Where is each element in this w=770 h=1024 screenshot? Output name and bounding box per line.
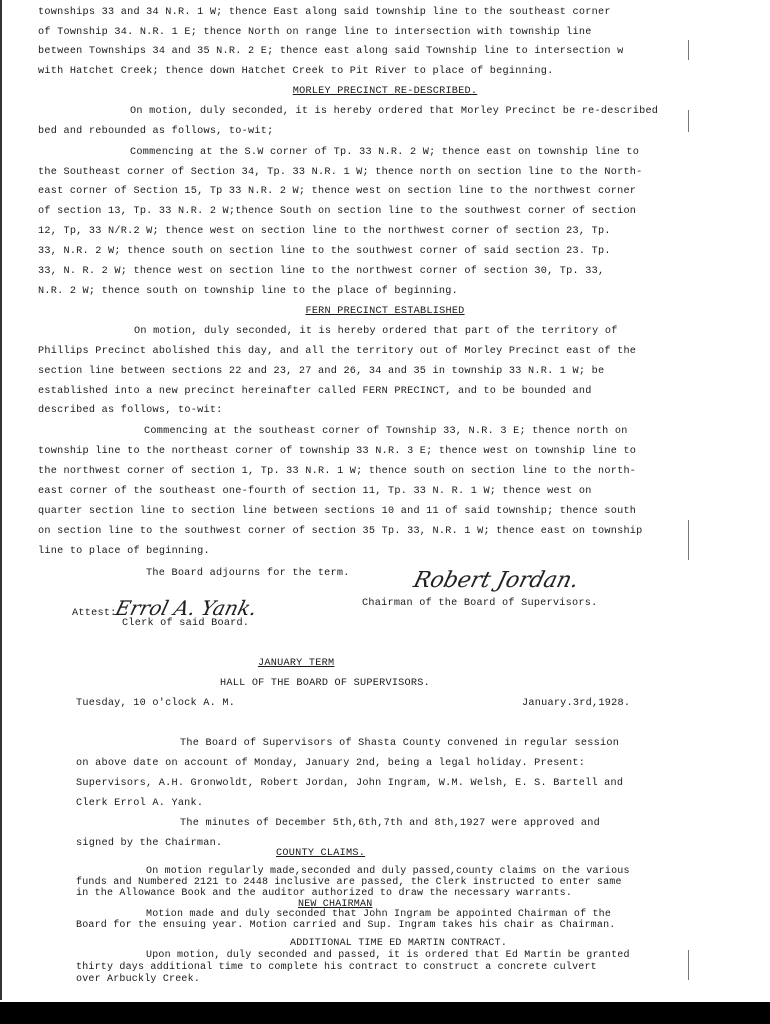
- term-heading: JANUARY TERM: [258, 658, 335, 669]
- text-line: of Township 34. N.R. 1 E; thence North on range line to intersection with township line: [38, 27, 592, 38]
- text-line: section line between sections 22 and 23, 27 and 26, 34 and 35 in township 33 N.R. 1 W; be: [38, 366, 605, 377]
- scan-border: [0, 1002, 770, 1024]
- session-time: Tuesday, 10 o'clock A. M.: [76, 698, 236, 709]
- text-line: east corner of the southeast one-fourth of section 11, Tp. 33 N. R. 1 W; thence west on: [38, 486, 592, 497]
- chairman-signature: Robert Jordan.: [410, 568, 582, 593]
- margin-mark: [688, 520, 689, 560]
- text-line: townships 33 and 34 N.R. 1 W; thence East along said township line to the southeast corner: [38, 7, 611, 18]
- text-line: Upon motion, duly seconded and passed, it is ordered that Ed Martin be granted: [146, 950, 630, 961]
- text-line: signed by the Chairman.: [76, 838, 223, 849]
- text-line: Phillips Precinct abolished this day, and all the territory out of Morley Precinct east of the: [38, 346, 637, 357]
- section-heading: NEW CHAIRMAN: [298, 899, 373, 910]
- text-line: on above date on account of Monday, January 2nd, being a legal holiday. Present:: [76, 758, 586, 769]
- text-line: 12, Tp, 33 N/R.2 W; thence west on section line to the northwest corner of section 23, Tp.: [38, 226, 611, 237]
- text-line: 33, N.R. 2 W; thence south on section line to the southwest corner of said section 23. Tp.: [38, 246, 611, 257]
- text-line: Motion made and duly seconded that John Ingram be appointed Chairman of the: [146, 909, 612, 920]
- page-edge: [0, 0, 2, 1000]
- text-line: Commencing at the S.W corner of Tp. 33 N.R. 2 W; thence east on township line to: [130, 147, 640, 158]
- clerk-title: Clerk of said Board.: [122, 618, 250, 629]
- section-heading: COUNTY CLAIMS.: [276, 848, 366, 859]
- margin-mark: [688, 110, 689, 132]
- text-line: N.R. 2 W; thence south on township line to the place of beginning.: [38, 286, 458, 297]
- section-heading: ADDITIONAL TIME ED MARTIN CONTRACT.: [290, 938, 508, 949]
- text-line: the northwest corner of section 1, Tp. 33 N.R. 1 W; thence south on section line to the north-: [38, 466, 637, 477]
- text-line: The Board of Supervisors of Shasta County convened in regular session: [180, 738, 620, 749]
- text-line: On motion regularly made,seconded and duly passed,county claims on the various: [146, 866, 630, 877]
- text-line: in the Allowance Book and the auditor authorized to draw the necessary warrants.: [76, 888, 573, 899]
- text-line: with Hatchet Creek; thence down Hatchet Creek to Pit River to place of beginning.: [38, 66, 554, 77]
- text-line: Commencing at the southeast corner of Township 33, N.R. 3 E; thence north on: [144, 426, 628, 437]
- text-line: established into a new precinct hereinafter called FERN PRECINCT, and to be bounded and: [38, 386, 592, 397]
- text-line: funds and Numbered 2121 to 2448 inclusive are passed, the Clerk instructed to enter same: [76, 877, 622, 888]
- text-line: described as follows, to-wit:: [38, 405, 223, 416]
- text-line: east corner of Section 15, Tp 33 N.R. 2 W; thence west on section line to the northwest corner: [38, 186, 637, 197]
- text-line: Board for the ensuing year. Motion carried and Sup. Ingram takes his chair as Chairman.: [76, 920, 616, 931]
- section-heading: FERN PRECINCT ESTABLISHED: [305, 306, 465, 317]
- clerk-signature: Errol A. Yank.: [113, 596, 260, 620]
- session-date: January.3rd,1928.: [522, 698, 631, 709]
- text-line: over Arbuckly Creek.: [76, 974, 201, 985]
- text-line: township line to the northeast corner of township 33 N.R. 3 E; thence west on township line to: [38, 446, 637, 457]
- text-line: Clerk Errol A. Yank.: [76, 798, 204, 809]
- margin-mark: [688, 950, 689, 980]
- text-line: line to place of beginning.: [38, 546, 210, 557]
- text-line: on section line to the southwest corner of section 35 Tp. 33, N.R. 1 W; thence east on township: [38, 526, 643, 537]
- text-line: On motion, duly seconded, it is hereby ordered that part of the territory of: [134, 326, 618, 337]
- adjourn-text: The Board adjourns for the term.: [146, 568, 350, 579]
- text-line: 33, N. R. 2 W; thence west on section line to the northwest corner of section 30, Tp. 33,: [38, 266, 605, 277]
- text-line: On motion, duly seconded, it is hereby ordered that Morley Precinct be re-described: [130, 106, 659, 117]
- text-line: quarter section line to section line between sections 10 and 11 of said township; thence south: [38, 506, 637, 517]
- hall-heading: HALL OF THE BOARD OF SUPERVISORS.: [220, 678, 430, 689]
- text-line: between Townships 34 and 35 N.R. 2 E; thence east along said Township line to intersection w: [38, 46, 624, 57]
- text-line: bed and rebounded as follows, to-wit;: [38, 126, 274, 137]
- text-line: thirty days additional time to complete his contract to construct a concrete culvert: [76, 962, 597, 973]
- text-line: the Southeast corner of Section 34, Tp. 33 N.R. 1 W; thence north on section line to the North-: [38, 167, 643, 178]
- text-line: The minutes of December 5th,6th,7th and 8th,1927 were approved and: [180, 818, 600, 829]
- text-line: Supervisors, A.H. Gronwoldt, Robert Jordan, John Ingram, W.M. Welsh, E. S. Bartell and: [76, 778, 624, 789]
- attest-label: Attest:: [72, 608, 117, 619]
- text-line: of section 13, Tp. 33 N.R. 2 W;thence South on section line to the southwest corner of section: [38, 206, 637, 217]
- margin-mark: [688, 40, 689, 60]
- chairman-title: Chairman of the Board of Supervisors.: [362, 598, 598, 609]
- section-heading: MORLEY PRECINCT RE-DESCRIBED.: [292, 86, 478, 97]
